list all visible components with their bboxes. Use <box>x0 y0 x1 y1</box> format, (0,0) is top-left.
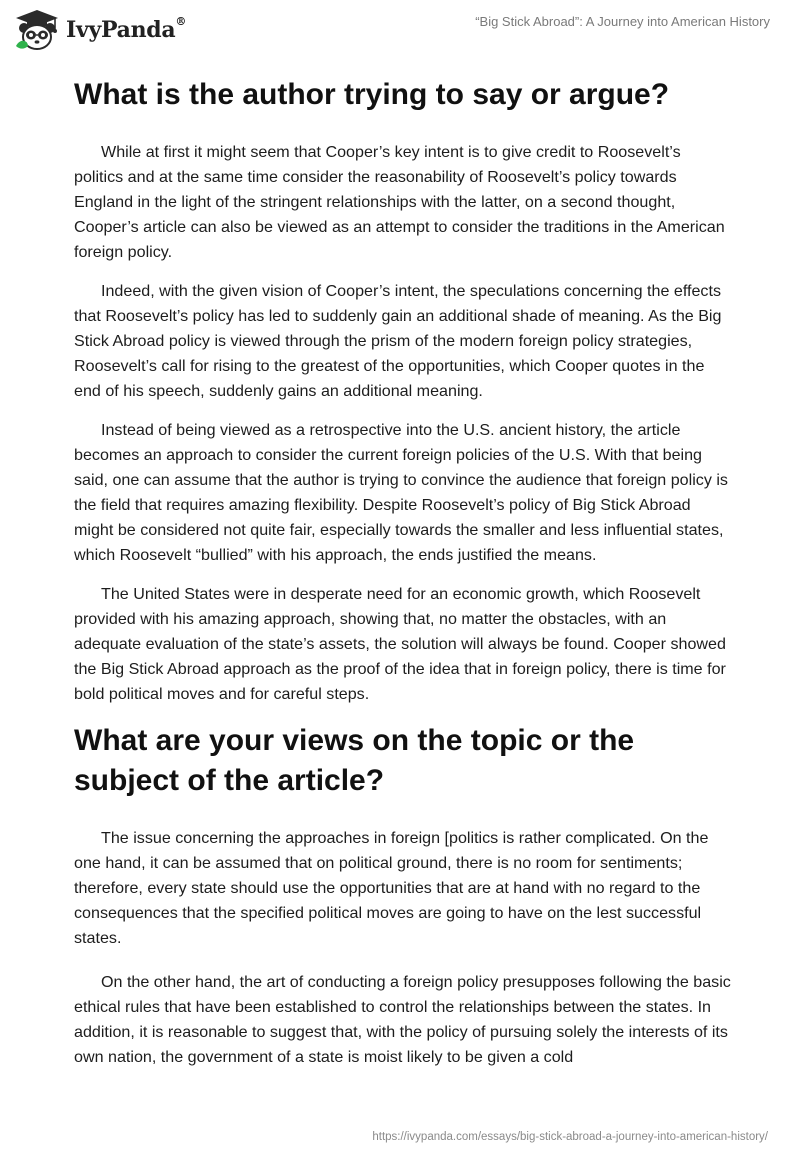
ivypanda-logo[interactable] <box>14 8 186 52</box>
paragraph: While at first it might seem that Cooper’s key intent is to give credit to Roosevelt’s politics and at the same time consider the reasonability of Roosevelt’s policy towards England in the light of the stringent relationships with the latter, on a second thought, Cooper’s article can also be viewed as an attempt to consider the traditions in the American foreign policy. <box>74 143 725 261</box>
source-url[interactable]: https://ivypanda.com/essays/big-stick-abroad-a-journey-into-american-history/ <box>372 1131 768 1143</box>
page-header <box>0 0 800 60</box>
paragraph: On the other hand, the art of conducting a foreign policy presupposes following the basic ethical rules that have been established to control the relationships between the states. In addition, it is reasonable to suggest that, with the policy of pursuing solely the interests of its own nation, the government of a state is moist likely to be given a cold <box>74 973 731 1066</box>
section-heading-your-views: What are your views on the topic or the subject of the article? <box>74 724 635 797</box>
paragraph: The issue concerning the approaches in foreign [politics is rather complicated. On the one hand, it can be assumed that on political ground, there is no room for sentiments; therefore, every state should use the opportunities that are at hand with no regard to the consequences that the specified political moves are going to have on the lest successful states. <box>74 829 709 947</box>
section-heading-author-argument: What is the author trying to say or argue? <box>74 78 670 111</box>
article-body <box>74 68 734 1084</box>
brand-name: IvyPanda® <box>66 15 187 43</box>
paragraph: Instead of being viewed as a retrospective into the U.S. ancient history, the article becomes an approach to consider the current foreign policies of the U.S. With that being said, one can assume that the author is trying to convince the audience that foreign policy is the field that requires amazing flexibility. Despite Roosevelt’s policy of Big Stick Abroad might be considered not quite fair, especially towards the smaller and less influential states, which Roosevelt “bullied” with his approach, the ends justified the means. <box>74 421 728 564</box>
document-title: “Big Stick Abroad”: A Journey into American History <box>475 14 770 29</box>
paragraph: Indeed, with the given vision of Cooper’s intent, the speculations concerning the effects that Roosevelt’s policy has led to suddenly gain an additional shade of meaning. As the Big Stick Abroad policy is viewed through the prism of the modern foreign policy strategies, Roosevelt’s call for rising to the greatest of the opportunities, which Cooper quotes in the end of his speech, suddenly gains an additional meaning. <box>74 282 722 400</box>
paragraph: The United States were in desperate need for an economic growth, which Roosevelt provided with his amazing approach, showing that, no matter the obstacles, with an adequate evaluation of the state’s assets, the solution will always be found. Cooper showed the Big Stick Abroad approach as the proof of the idea that in foreign policy, there is time for bold political moves and for careful steps. <box>74 585 726 703</box>
panda-graduate-icon <box>14 8 60 52</box>
